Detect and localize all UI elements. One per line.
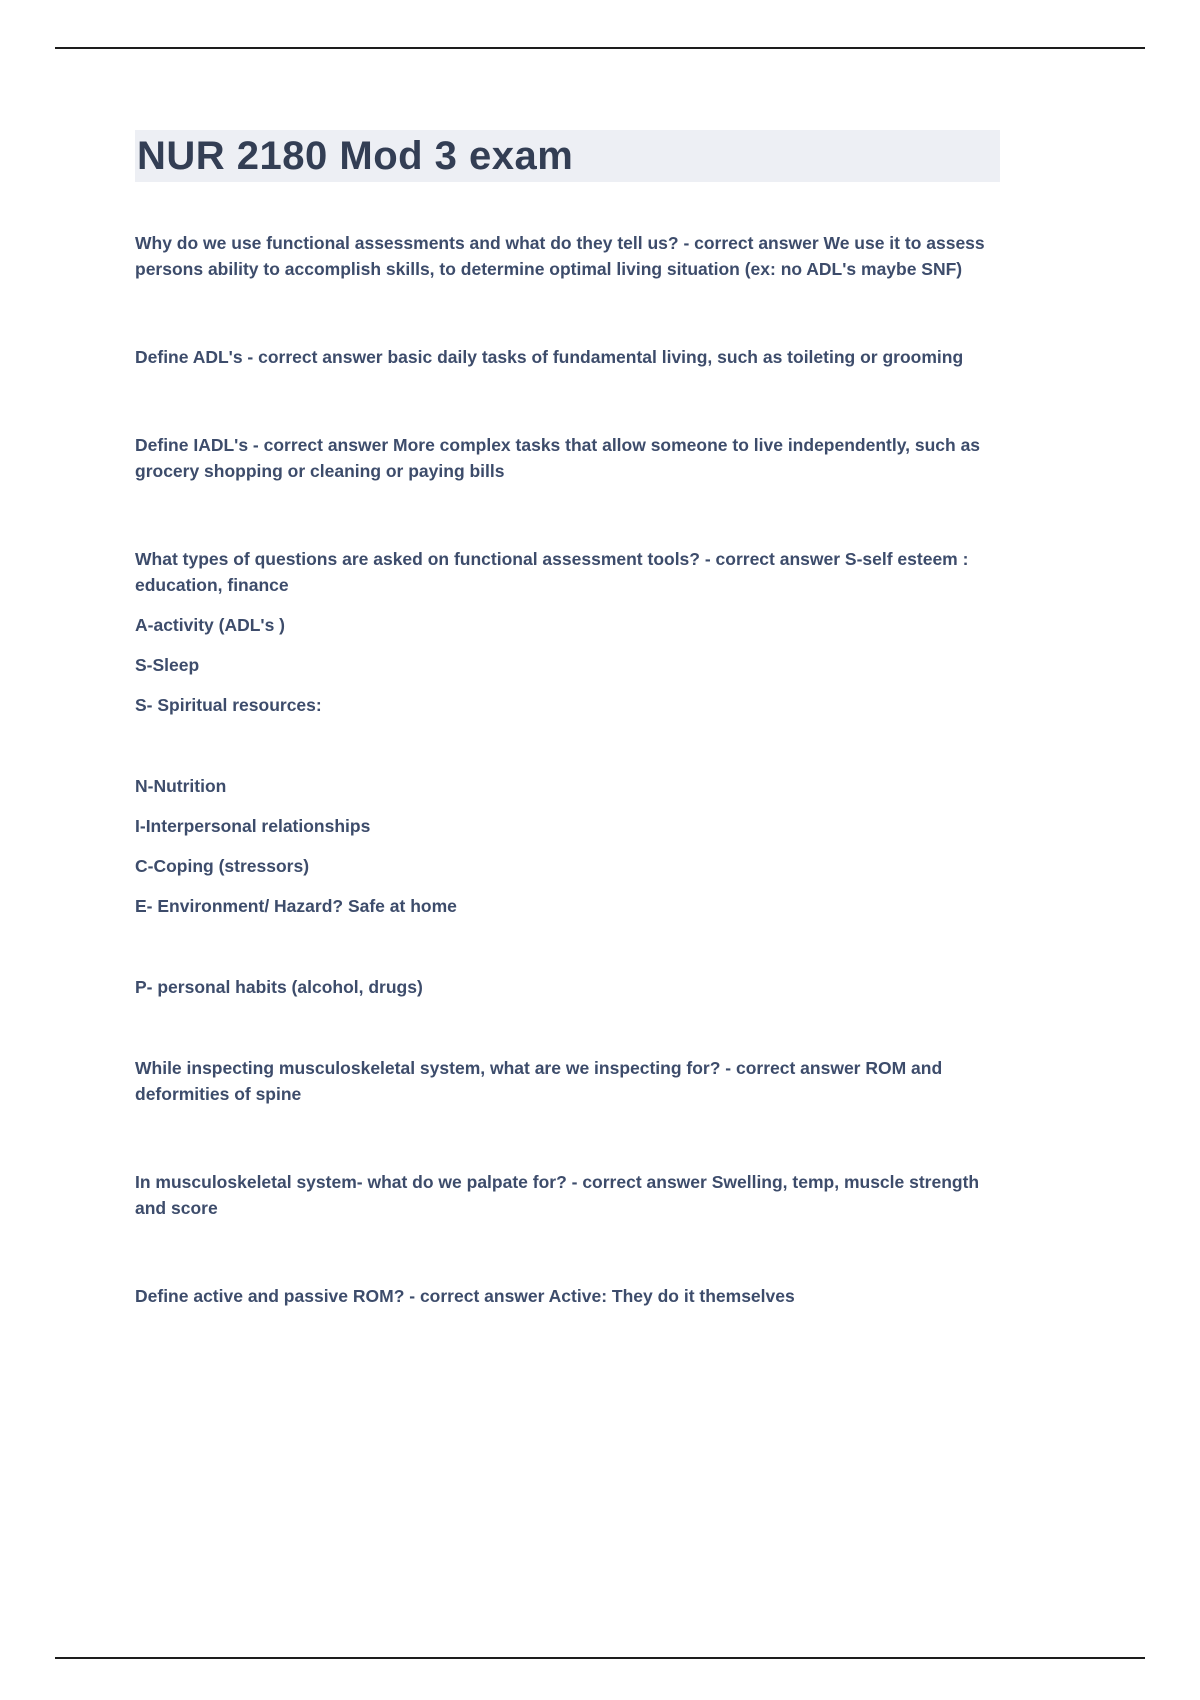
- list-line: S- Spiritual resources:: [135, 695, 322, 715]
- qa-paragraph: While inspecting musculoskeletal system, what are we inspecting for? - correct answer ROM and deformities of spine: [135, 1058, 943, 1104]
- list-line: I-Interpersonal relationships: [135, 816, 371, 836]
- qa-paragraph: Define IADL's - correct answer More complex tasks that allow someone to live independently, such as grocery shopping or cleaning or paying bills: [135, 435, 981, 481]
- qa-paragraph: Why do we use functional assessments and what do they tell us? - correct answer We use it to assess persons ability to accomplish skills, to determine optimal living situation (ex: no ADL's maybe SNF): [135, 233, 985, 279]
- qa-paragraph: What types of questions are asked on functional assessment tools? - correct answer S-self esteem : education, finance: [135, 549, 969, 595]
- list-line: E- Environment/ Hazard? Safe at home: [135, 896, 457, 916]
- bottom-divider: [55, 1657, 1145, 1659]
- page-title: NUR 2180 Mod 3 exam: [135, 130, 1000, 182]
- list-line: C-Coping (stressors): [135, 856, 310, 876]
- list-line: N-Nutrition: [135, 776, 227, 796]
- list-line: A-activity (ADL's ): [135, 615, 286, 635]
- qa-paragraph: Define ADL's - correct answer basic daily tasks of fundamental living, such as toileting or grooming: [135, 347, 964, 367]
- document-content: [135, 130, 1000, 1309]
- top-divider: [55, 47, 1145, 49]
- qa-paragraph: Define active and passive ROM? - correct answer Active: They do it themselves: [135, 1286, 795, 1306]
- list-line: S-Sleep: [135, 655, 200, 675]
- list-line: P- personal habits (alcohol, drugs): [135, 977, 423, 997]
- qa-paragraph: In musculoskeletal system- what do we palpate for? - correct answer Swelling, temp, muscle strength and score: [135, 1172, 980, 1218]
